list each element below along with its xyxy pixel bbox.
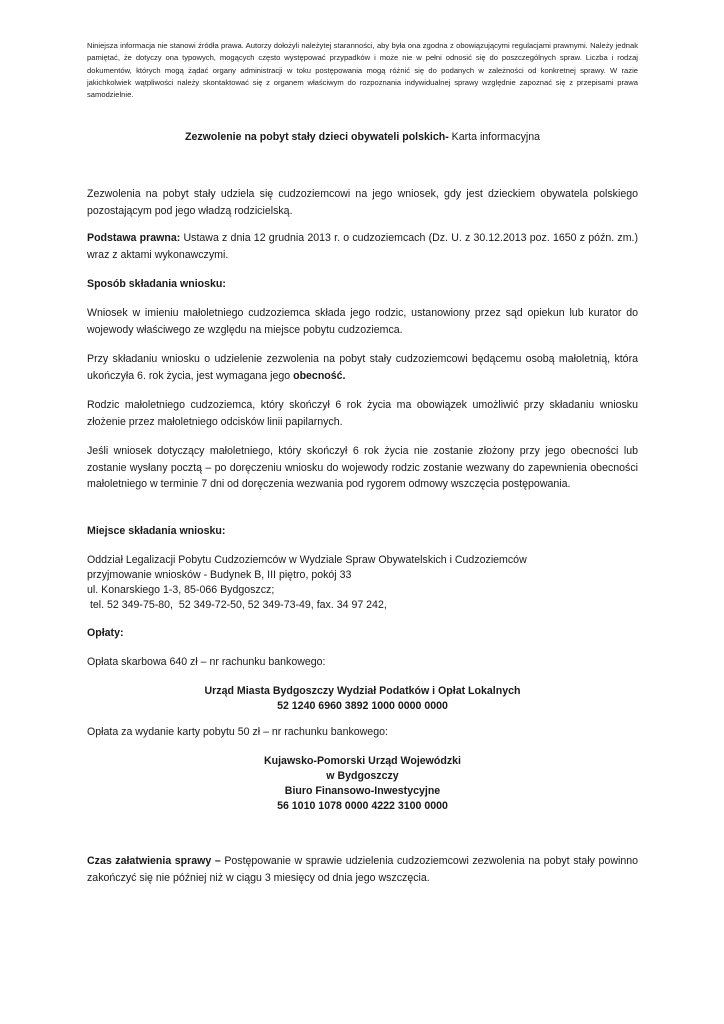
processing-time-text: Postępowanie w sprawie udzielenia cudzoziemcowi zezwolenia na pobyt stały powinno zakończyć się nie później niż w ciągu 3 miesięcy od dnia jego wszczęcia.	[87, 855, 638, 884]
disclaimer: Niniejsza informacja nie stanowi źródła prawa. Autorzy dołożyli należytej staranności, aby była ona zgodna z obowiązującymi regulacjami prawnymi. Należy jednak pamiętać, że dotyczy ona typowych, mogących często występować przypadków i może nie w pełni odnosić się do poszczególnych spraw. Liczba i rodzaj dokumentów, których mogą żądać organy administracji w toku postępowania mogą różnić się do podanych w zależności od konkretnej sprawy. W razie jakichkolwiek wątpliwości należy skontaktować się z organem właściwym do rozpoznania indywidualnej sprawy względnie zapoznać się z przepisami prawa samodzielnie.	[87, 41, 638, 100]
title-bold: Zezwolenie na pobyt stały dzieci obywateli polskich-	[185, 131, 449, 143]
processing-time-label: Czas załatwienia sprawy –	[87, 855, 221, 867]
office-street: ul. Konarskiego 1-3, 85-066 Bydgoszcz;	[87, 584, 275, 596]
presence-text: Przy składaniu wniosku o udzielenie zezwolenia na pobyt stały cudzoziemcowi będącemu osobą małoletnią, która ukończyła 6. rok życia, jest wymagana jego	[87, 353, 638, 382]
city-account-name: Urząd Miasta Bydgoszczy Wydział Podatków i Opłat Lokalnych	[204, 685, 521, 697]
voivodeship-account-name: Kujawsko-Pomorski Urząd Wojewódzki	[263, 755, 461, 767]
office-name: Oddział Legalizacji Pobytu Cudzoziemców w Wydziale Spraw Obywatelskich i Cudzoziemców	[87, 554, 527, 566]
intro-paragraph: Zezwolenia na pobyt stały udziela się cudzoziemcowi na jego wniosek, gdy jest dzieckiem obywatela polskiego pozostającym pod jego władzą rodzicielską.	[87, 188, 638, 217]
city-account	[87, 684, 638, 714]
place-heading: Miejsce składania wniosku:	[87, 525, 226, 537]
submission-paragraph-1: Wniosek w imieniu małoletniego cudzoziemca składa jego rodzic, ustanowiony przez sąd opiekun lub kurator do wojewody właściwego ze względu na miejsce pobytu cudzoziemca.	[87, 307, 638, 336]
voivodeship-account-office: Biuro Finansowo-Inwestycyjne	[284, 785, 441, 797]
stamp-fee: Opłata skarbowa 640 zł – nr rachunku bankowego:	[87, 656, 326, 668]
office-phone: tel. 52 349-75-80, 52 349-72-50, 52 349-73-49, fax. 34 97 242,	[87, 599, 387, 611]
voivodeship-account	[87, 754, 638, 814]
city-account-number: 52 1240 6960 3892 1000 0000 0000	[277, 700, 448, 712]
legal-basis-label: Podstawa prawna:	[87, 232, 181, 244]
presence-bold: obecność.	[293, 369, 346, 382]
voivodeship-account-city: w Bydgoszczy	[326, 770, 399, 782]
office-address	[87, 553, 638, 613]
office-room: przyjmowanie wniosków - Budynek B, III piętro, pokój 33	[87, 569, 352, 581]
voivodeship-account-number: 56 1010 1078 0000 4222 3100 0000	[277, 800, 448, 812]
processing-time-paragraph	[87, 853, 638, 886]
document-title	[87, 130, 638, 144]
submission-paragraph-3: Rodzic małoletniego cudzoziemca, który skończył 6 rok życia ma obowiązek umożliwić przy składaniu wniosku złożenie przez małoletniego odcisków linii papilarnych.	[87, 399, 638, 428]
submission-paragraph-4: Jeśli wniosek dotyczący małoletniego, który skończył 6 rok życia nie zostanie złożony przy jego obecności lub zostanie wysłany pocztą – po doręczeniu wniosku do wojewody rodzic zostanie wezwany do zapewnienia obecności małoletniego w terminie 7 dni od doręczenia wezwania pod rygorem odmowy wszczęcia postępowania.	[87, 445, 638, 490]
legal-basis-text: Ustawa z dnia 12 grudnia 2013 r. o cudzoziemcach (Dz. U. z 30.12.2013 poz. 1650 z późn. zm.) wraz z aktami wykonawczymi.	[87, 232, 639, 261]
fees-heading: Opłaty:	[87, 627, 124, 639]
submission-paragraph-2	[87, 351, 638, 384]
legal-basis-paragraph	[87, 230, 638, 263]
card-fee: Opłata za wydanie karty pobytu 50 zł – nr rachunku bankowego:	[87, 726, 388, 738]
submission-heading: Sposób składania wniosku:	[87, 278, 226, 290]
title-normal: Karta informacyjna	[448, 131, 540, 143]
